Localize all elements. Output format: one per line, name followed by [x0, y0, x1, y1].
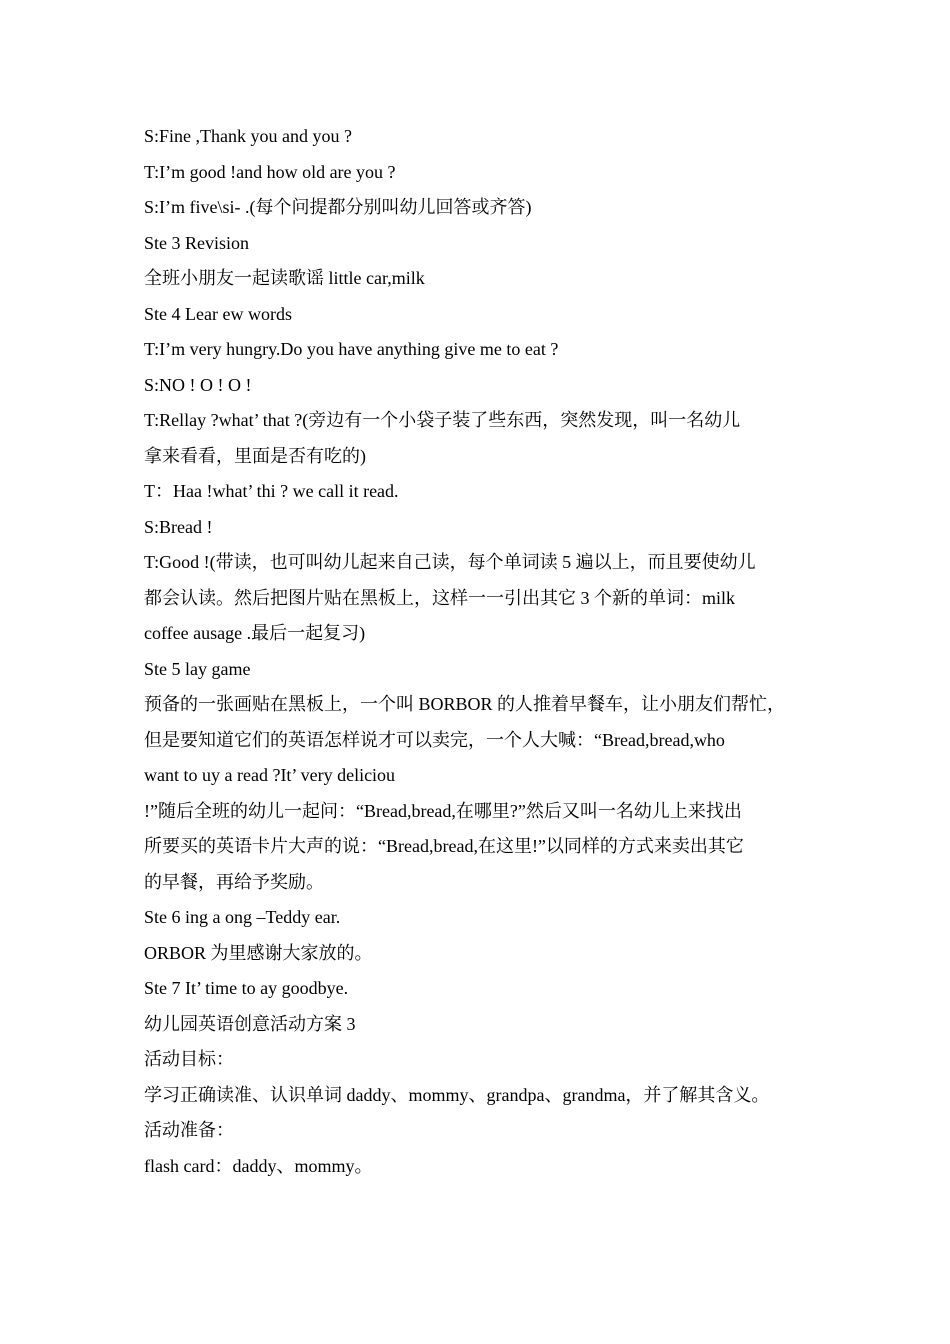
text-line: 所要买的英语卡片大声的说：“Bread,bread,在这里!”以同样的方式来卖出其它 — [144, 836, 744, 856]
text-line: 学习正确读准、认识单词 daddy、mommy、grandpa、grandma，并了解其含义。 — [144, 1084, 770, 1105]
text-line: T:I’m good !and how old are you ? — [144, 161, 396, 182]
text-line: 全班小朋友一起读歌谣 little car,milk — [144, 268, 425, 288]
plan-title: 幼儿园英语创意活动方案 3 — [144, 1013, 356, 1034]
text-line: 预备的一张画贴在黑板上，一个叫 BORBOR 的人推着早餐车，让小朋友们帮忙， — [144, 694, 786, 714]
section-heading: Ste 5 lay game — [144, 658, 251, 679]
text-line: 拿来看看，里面是否有吃的) — [144, 445, 366, 466]
section-heading: Ste 4 Lear ew words — [144, 303, 292, 324]
text-line: S:Fine ,Thank you and you ? — [144, 126, 352, 146]
text-line: T：Haa !what’ thi ? we call it read. — [144, 481, 399, 501]
text-line: S:Bread ! — [144, 516, 213, 537]
section-heading: Ste 6 ing a ong –Teddy ear. — [144, 907, 341, 927]
subsection-label: 活动准备： — [144, 1120, 234, 1140]
text-line: T:Rellay ?what’ that ?(旁边有一个小袋子装了些东西，突然发现，叫一名幼儿 — [144, 410, 741, 430]
text-line: ORBOR 为里感谢大家放的。 — [144, 942, 373, 963]
text-line: S:I’m five\si- .(每个问提都分别叫幼儿回答或齐答) — [144, 197, 532, 217]
text-line: coffee ausage .最后一起复习) — [144, 623, 366, 643]
subsection-label: 活动目标： — [144, 1049, 234, 1069]
text-line: 但是要知道它们的英语怎样说才可以卖完，一个人大喊：“Bread,bread,who — [144, 729, 725, 750]
text-line: 的早餐，再给予奖励。 — [144, 871, 324, 892]
text-line: T:Good !(带读，也可叫幼儿起来自己读，每个单词读 5 遍以上，而且要使幼儿 — [144, 552, 756, 572]
text-line: flash card：daddy、mommy。 — [144, 1155, 373, 1176]
text-line: 都会认读。然后把图片贴在黑板上，这样一一引出其它 3 个新的单词：milk — [144, 587, 735, 608]
text-line: want to uy a read ?It’ very deliciou — [144, 765, 396, 785]
text-line: T:I’m very hungry.Do you have anything give me to eat ? — [144, 339, 559, 359]
text-line: S:NO ! O ! O ! — [144, 374, 252, 395]
document-body — [144, 119, 824, 1184]
text-line: !”随后全班的幼儿一起问：“Bread,bread,在哪里?”然后又叫一名幼儿上来找出 — [144, 800, 742, 821]
section-heading: Ste 3 Revision — [144, 232, 250, 253]
section-heading: Ste 7 It’ time to ay goodbye. — [144, 978, 349, 998]
